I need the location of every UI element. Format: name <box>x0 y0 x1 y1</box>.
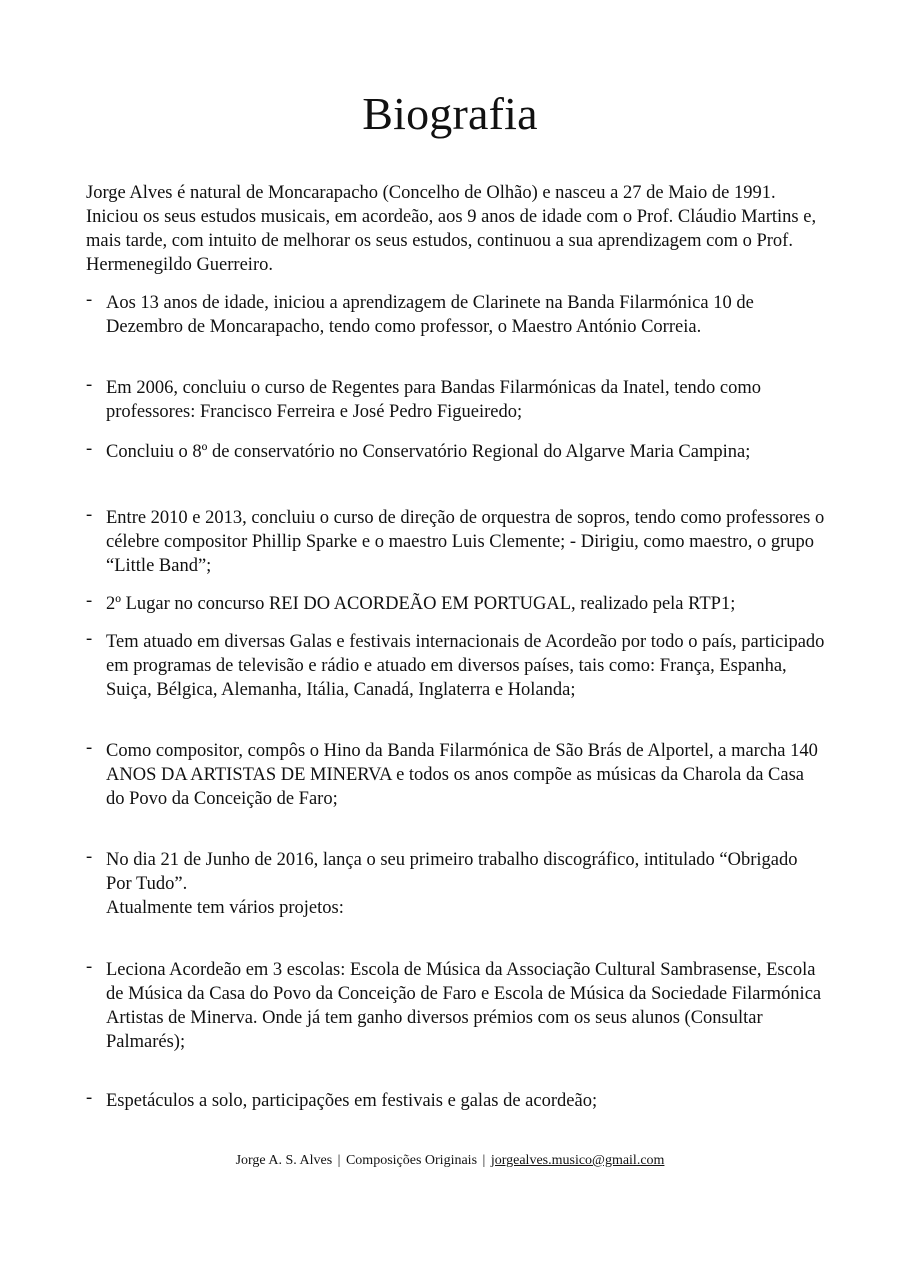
list-item <box>86 291 826 339</box>
list-item-text: Como compositor, compôs o Hino da Banda Filarmónica de São Brás de Alportel, a marcha 140 ANOS DA ARTISTAS DE MINERVA e todos os anos compõe as músicas da Charola da Casa do Povo da Conceição de Faro; <box>106 741 818 809</box>
bullet-dash: - <box>86 957 93 977</box>
bullet-dash: - <box>86 847 93 867</box>
list-item-text: Em 2006, concluiu o curso de Regentes para Bandas Filarmónicas da Inatel, tendo como professores: Francisco Ferreira e José Pedro Figueiredo; <box>106 378 762 422</box>
list-item <box>86 440 826 464</box>
list-item-subtext: Atualmente tem vários projetos: <box>106 898 344 918</box>
list-item-text: Leciona Acordeão em 3 escolas: Escola de Música da Associação Cultural Sambrasense, Escola de Música da Casa do Povo da Conceição de Faro e Escola de Música da Sociedade Filarmónica Artistas de Minerva. Onde já tem ganho diversos prémios com os seus alunos (Consultar Palmarés); <box>106 960 822 1052</box>
list-item <box>86 739 826 811</box>
list-item <box>86 1089 826 1113</box>
bullet-dash: - <box>86 439 93 459</box>
list-item-text: Entre 2010 e 2013, concluiu o curso de direção de orquestra de sopros, tendo como professores o célebre compositor Phillip Sparke e o maestro Luis Clemente; - Dirigiu, como maestro, o grupo “Little Band”; <box>106 508 825 576</box>
list-item-text: Tem atuado em diversas Galas e festivais internacionais de Acordeão por todo o país, participado em programas de televisão e rádio e atuado em diversos países, tais como: França, Espanha, Suiça, Bélgica, Alemanha, Itália, Canadá, Inglaterra e Holanda; <box>106 632 825 700</box>
footer-separator: | <box>337 1153 341 1168</box>
footer-email-link[interactable]: jorgealves.musico@gmail.com <box>490 1153 665 1168</box>
list-item <box>86 958 826 1054</box>
page-footer <box>0 1151 900 1171</box>
bullet-dash: - <box>86 629 93 649</box>
footer-separator: | <box>482 1153 486 1168</box>
list-item-text: Concluiu o 8º de conservatório no Conservatório Regional do Algarve Maria Campina; <box>106 442 751 462</box>
bullet-dash: - <box>86 738 93 758</box>
list-item <box>86 506 826 578</box>
footer-section: Composições Originais <box>345 1153 478 1168</box>
bullet-dash: - <box>86 1088 93 1108</box>
list-item <box>86 848 826 920</box>
footer-name: Jorge A. S. Alves <box>235 1153 333 1168</box>
page-title: Biografia <box>362 88 538 139</box>
list-item <box>86 630 826 702</box>
bullet-dash: - <box>86 375 93 395</box>
list-item <box>86 592 826 616</box>
bullet-dash: - <box>86 591 93 611</box>
bullet-dash: - <box>86 505 93 525</box>
intro-paragraph: Jorge Alves é natural de Moncarapacho (Concelho de Olhão) e nasceu a 27 de Maio de 1991. Iniciou os seus estudos musicais, em acordeão, aos 9 anos de idade com o Prof. Cláudio Martins e, mais tarde, com intuito de melhorar os seus estudos, continuou a sua aprendizagem com o Prof. Hermenegildo Guerreiro. <box>86 183 817 275</box>
bullet-dash: - <box>86 290 93 310</box>
list-item-text: Aos 13 anos de idade, iniciou a aprendizagem de Clarinete na Banda Filarmónica 10 de Dezembro de Moncarapacho, tendo como professor, o Maestro António Correia. <box>106 293 754 337</box>
list-item <box>86 376 826 424</box>
list-item-text: No dia 21 de Junho de 2016, lança o seu primeiro trabalho discográfico, intitulado “Obrigado Por Tudo”. <box>106 850 798 894</box>
list-item-text: Espetáculos a solo, participações em festivais e galas de acordeão; <box>106 1091 598 1111</box>
list-item-text: 2º Lugar no concurso REI DO ACORDEÃO EM PORTUGAL, realizado pela RTP1; <box>106 594 736 614</box>
